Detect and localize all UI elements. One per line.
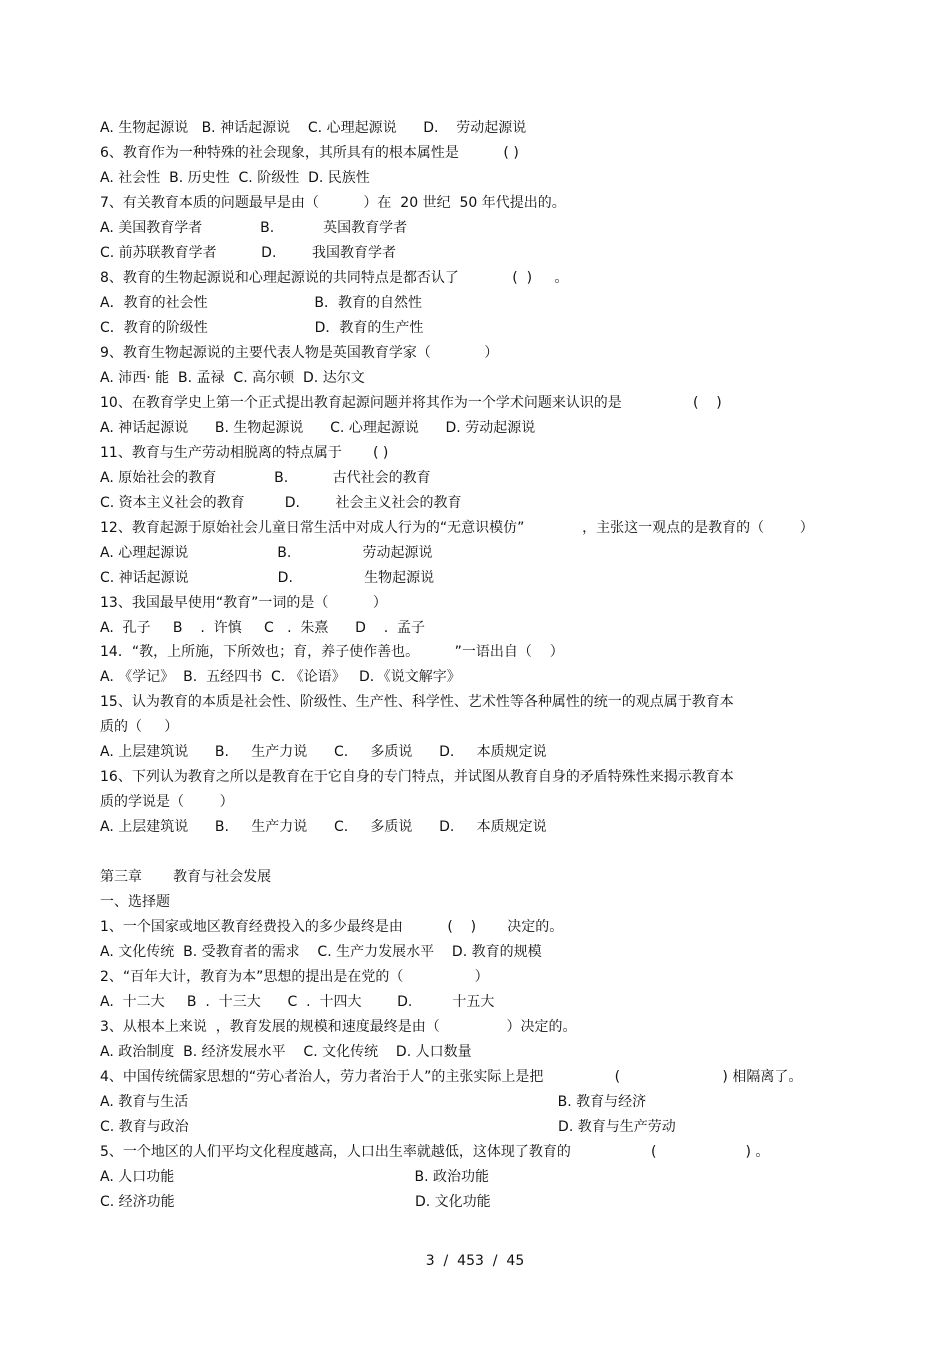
text-line: A. 教育与生活 B. 教育与经济 (100, 1094, 647, 1110)
text-line: A. 文化传统 B. 受教育者的需求 C. 生产力发展水平 D. 教育的规模 (100, 944, 542, 960)
question-6: 6、教育作为一种特殊的社会现象，其所具有的根本属性是 ( ) (100, 145, 519, 161)
text-line: C. 前苏联教育学者 D. 我国教育学者 (100, 245, 397, 261)
question-3: 3、从根本上来说 ，教育发展的规模和速度最终是由（ ）决定的。 (100, 1019, 577, 1035)
text-line: C. 神话起源说 D. 生物起源说 (100, 570, 435, 586)
question-5: 5、一个地区的人们平均文化程度越高，人口出生率就越低，这体现了教育的 ( ) 。 (100, 1144, 770, 1160)
question-11: 11、教育与生产劳动相脱离的特点属于 ( ) (100, 445, 389, 461)
text-line: A. 原始社会的教育 B. 古代社会的教育 (100, 470, 431, 486)
question-8: 8、教育的生物起源说和心理起源说的共同特点是都否认了 ( ) 。 (100, 270, 569, 286)
text-line: A. 社会性 B. 历史性 C. 阶级性 D. 民族性 (100, 170, 370, 186)
text-line: C. 教育与政治 D. 教育与生产劳动 (100, 1119, 676, 1135)
chapter-heading: 第三章 教育与社会发展 (100, 869, 272, 885)
text-line: C. 经济功能 D. 文化功能 (100, 1194, 491, 1210)
text-line: C．教育的阶级性 D．教育的生产性 (100, 320, 424, 336)
question-1: 1、一个国家或地区教育经费投入的多少最终是由 ( ) 决定的。 (100, 919, 564, 935)
question-13: 13、我国最早使用“教育”一词的是（ ） (100, 595, 387, 611)
text-line: 质的学说是（ ） (100, 794, 234, 810)
question-9: 9、教育生物起源说的主要代表人物是英国教育学家（ ） (100, 345, 499, 361)
question-2: 2、“百年大计，教育为本”思想的提出是在党的（ ） (100, 969, 489, 985)
question-7: 7、有关教育本质的问题最早是由（ ）在 20 世纪 50 年代提出的。 (100, 195, 566, 211)
text-line: A. 孔子 B . 许慎 C . 朱熹 D . 孟子 (100, 620, 426, 636)
question-16: 16、下列认为教育之所以是教育在于它自身的专门特点，并试图从教育自身的矛盾特殊性来揭示教育本 (100, 769, 734, 785)
section-heading: 一、选择题 (100, 894, 170, 910)
question-10: 10、在教育学史上第一个正式提出教育起源问题并将其作为一个学术问题来认识的是 ( ) (100, 395, 722, 411)
text-line: 质的（ ） (100, 719, 179, 735)
text-line: A. 心理起源说 B. 劳动起源说 (100, 545, 433, 561)
question-14: 14．“教，上所施，下所效也；育，养子使作善也。 ”一语出自（ ） (100, 644, 564, 660)
text-line: A. 生物起源说 B. 神话起源说 C. 心理起源说 D. 劳动起源说 (100, 120, 527, 136)
question-15: 15、认为教育的本质是社会性、阶级性、生产性、科学性、艺术性等各种属性的统一的观点属于教育本 (100, 694, 734, 710)
text-line: A. 《学记》 B. 五经四书 C. 《论语》 D．《说文解字》 (100, 669, 461, 685)
text-line: A. 政治制度 B. 经济发展水平 C. 文化传统 D. 人口数量 (100, 1044, 472, 1060)
question-12: 12、教育起源于原始社会儿童日常生活中对成人行为的“无意识模仿” ，主张这一观点的是教育的（ ） (100, 520, 814, 536)
question-4: 4、中国传统儒家思想的“劳心者治人，劳力者治于人”的主张实际上是把 ( ) 相隔离了。 (100, 1069, 803, 1085)
text-line: A. 神话起源说 B. 生物起源说 C. 心理起源说 D. 劳动起源说 (100, 420, 536, 436)
text-line: A. 人口功能 B. 政治功能 (100, 1169, 490, 1185)
text-line: A. 上层建筑说 B. 生产力说 C. 多质说 D. 本质规定说 (100, 744, 547, 760)
text-line: A. 沛西· 能 B. 孟禄 C. 高尔顿 D. 达尔文 (100, 370, 365, 386)
page-number: 3 / 453 / 45 (425, 1253, 525, 1269)
text-line: A．教育的社会性 B．教育的自然性 (100, 295, 422, 311)
text-line: C. 资本主义社会的教育 D. 社会主义社会的教育 (100, 495, 462, 511)
text-line: A. 上层建筑说 B. 生产力说 C. 多质说 D. 本质规定说 (100, 819, 547, 835)
text-line: A. 美国教育学者 B. 英国教育学者 (100, 220, 408, 236)
text-line: A. 十二大 B . 十三大 C . 十四大 D. 十五大 (100, 994, 495, 1010)
